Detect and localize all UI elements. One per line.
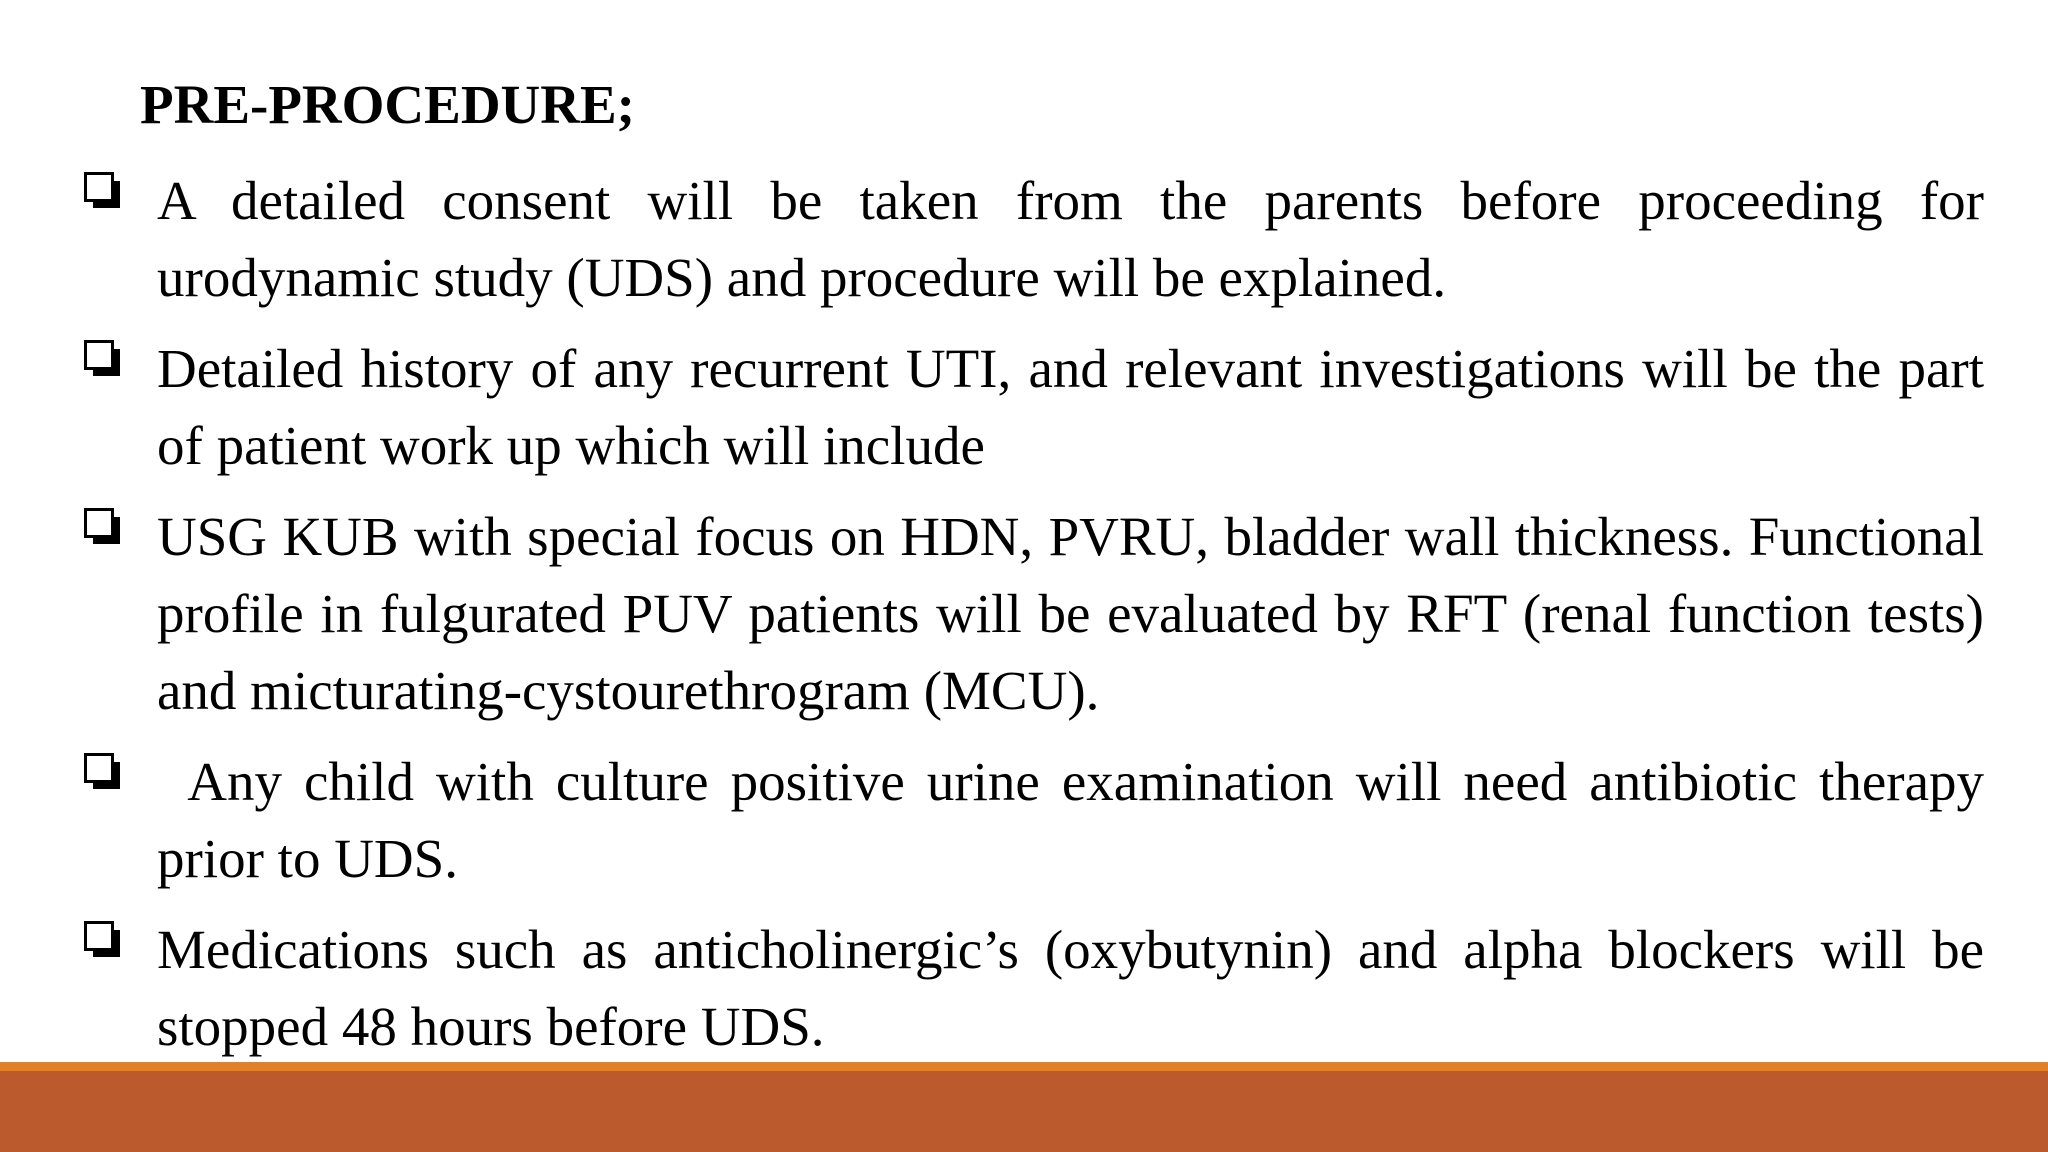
bullet-item-medications — [80, 911, 1984, 1065]
slide-heading: PRE-PROCEDURE; — [140, 74, 635, 135]
footer-bar — [0, 1071, 2048, 1152]
bullet-text: USG KUB with special focus on HDN, PVRU, bladder wall thickness. Functional profile in fulgurated PUV patients will be evaluated by RFT (renal function tests) and micturating-cystourethrogram (MCU). — [157, 506, 1984, 721]
footer-accent-line — [0, 1062, 2048, 1071]
checkbox-icon — [84, 340, 120, 376]
checkbox-icon — [84, 508, 120, 544]
checkbox-icon — [84, 753, 120, 789]
bullet-list — [80, 162, 1984, 1079]
footer-band — [0, 1062, 2048, 1152]
bullet-text: A detailed consent will be taken from the parents before proceeding for urodynamic study (UDS) and procedure will be explained. — [157, 170, 1984, 308]
checkbox-icon — [84, 921, 120, 957]
bullet-item-history — [80, 330, 1984, 484]
bullet-item-usg — [80, 498, 1984, 729]
bullet-item-consent — [80, 162, 1984, 316]
bullet-text: Any child with culture positive urine examination will need antibiotic therapy prior to UDS. — [157, 751, 1984, 889]
bullet-text: Medications such as anticholinergic’s (oxybutynin) and alpha blockers will be stopped 48 hours before UDS. — [157, 919, 1984, 1057]
bullet-item-antibiotic — [80, 743, 1984, 897]
bullet-text: Detailed history of any recurrent UTI, and relevant investigations will be the part of patient work up which will include — [157, 338, 1984, 476]
checkbox-icon — [84, 172, 120, 208]
